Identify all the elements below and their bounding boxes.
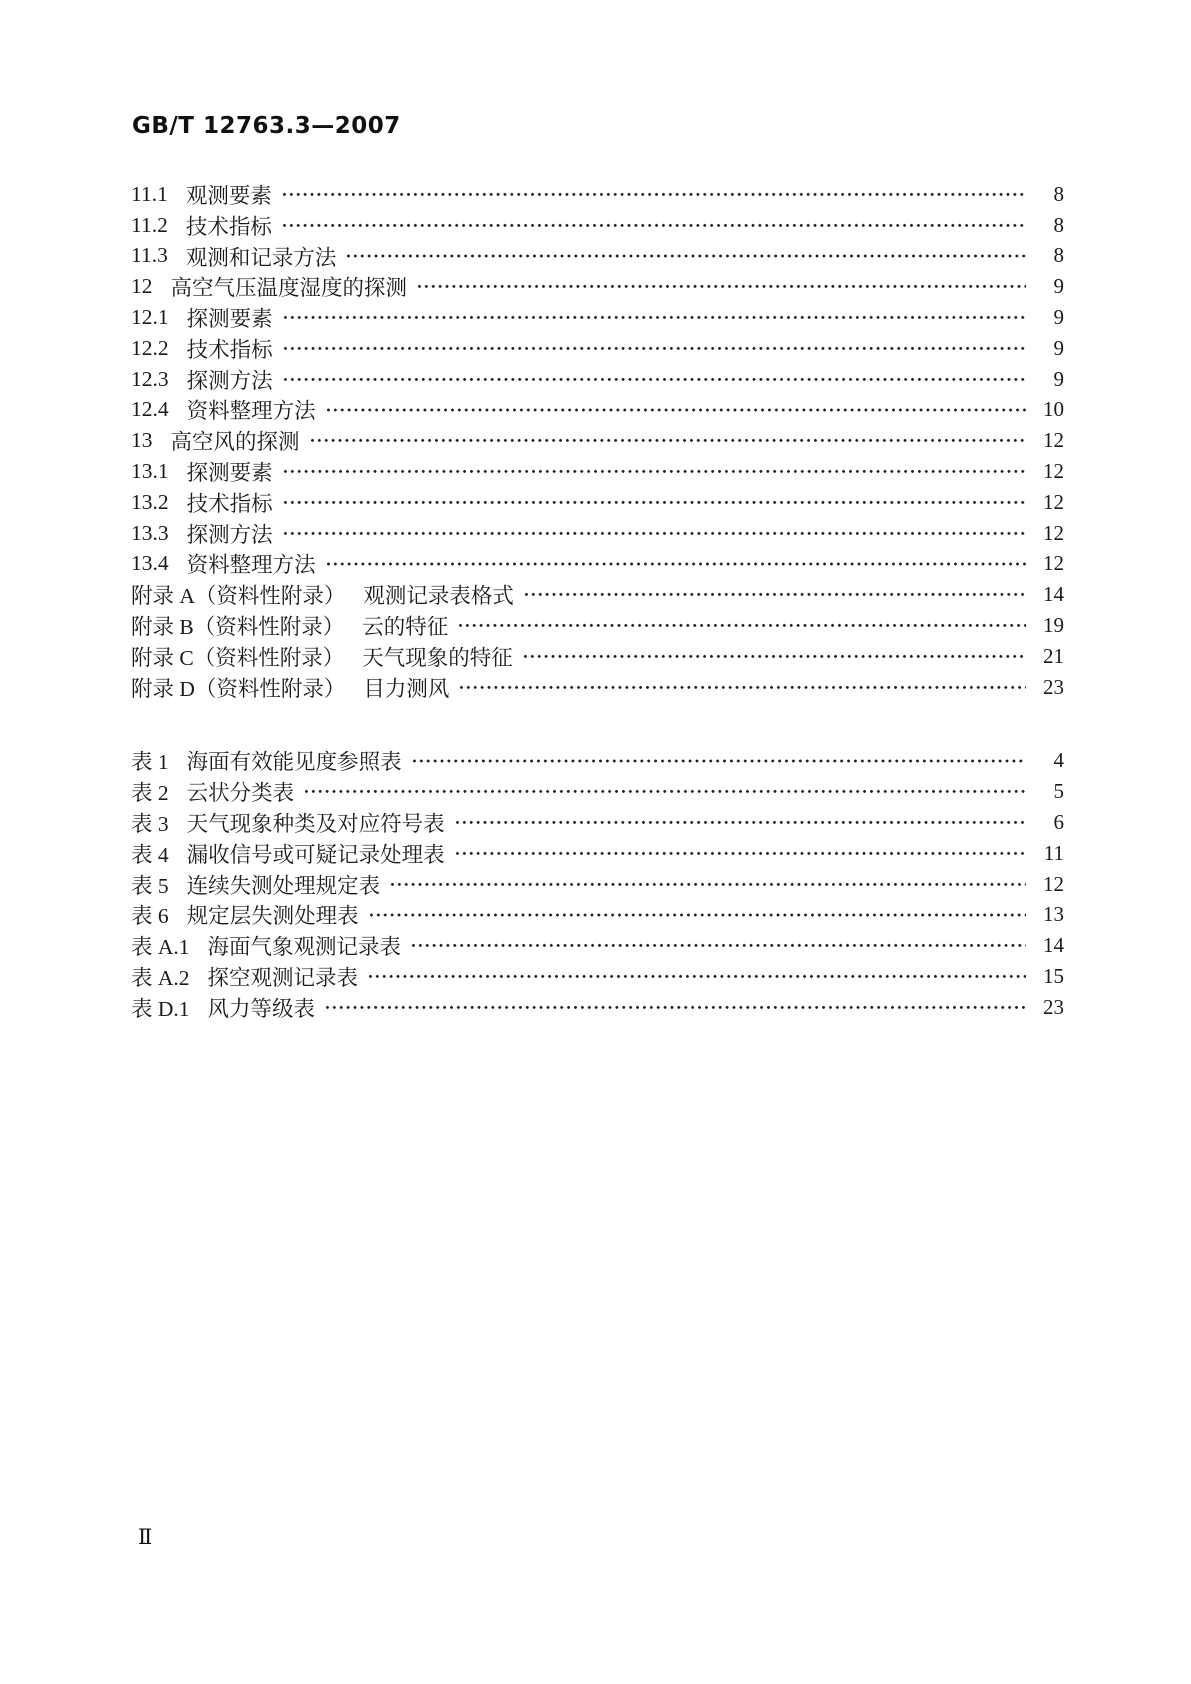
toc-entry [131,579,1064,610]
entry-title: 高空气压温度湿度的探测 [170,276,408,301]
toc-entry [131,210,1064,241]
entry-number: 13.4 [131,551,169,576]
toc-entry [131,549,1064,580]
entry-page-number: 4 [1053,748,1064,773]
dot-leader [389,869,1026,900]
dot-leader [410,930,1026,961]
toc-tables-group [131,746,1064,1023]
entry-number: 12.1 [131,305,169,330]
entry-title: 探空观测记录表 [207,966,359,991]
entry-page-number: 14 [1043,933,1064,958]
entry-number: 表 3 [131,812,169,837]
entry-page-number: 13 [1043,902,1064,927]
entry-page-number: 8 [1053,181,1064,206]
entry-page-number: 23 [1043,994,1064,1019]
entry-number: 表 1 [131,750,169,775]
entry-title: 海面气象观测记录表 [207,935,402,960]
toc-entry [131,610,1064,641]
dot-leader [368,900,1026,931]
entry-number: 附录 A（资料性附录） [131,584,346,609]
entry-number: 13.1 [131,459,169,484]
dot-leader [325,395,1026,426]
toc-appendices-group [131,579,1064,702]
dot-leader [324,992,1026,1023]
dot-leader [281,210,1026,241]
toc-entry [131,930,1064,961]
entry-page-number: 8 [1053,243,1064,268]
toc-entry [131,641,1064,672]
entry-title: 技术指标 [186,491,273,516]
entry-title: 天气现象的特征 [362,645,513,670]
dot-leader [523,579,1026,610]
entry-page-number: 23 [1043,674,1064,699]
group-separator [131,703,1064,746]
entry-number: 12.3 [131,366,169,391]
dot-leader [345,241,1026,272]
dot-leader [454,838,1026,869]
entry-page-number: 6 [1053,810,1064,835]
toc-entry [131,425,1064,456]
entry-number: 12.2 [131,335,169,360]
dot-leader [282,333,1026,364]
toc-entry [131,992,1064,1023]
toc-entry [131,961,1064,992]
dot-leader [325,549,1026,580]
toc-entry [131,333,1064,364]
dot-leader [309,425,1026,456]
entry-title: 规定层失测处理表 [186,904,359,929]
entry-page-number: 14 [1043,582,1064,607]
entry-number: 表 A.2 [131,966,190,991]
entry-page-number: 12 [1043,489,1064,514]
dot-leader [282,364,1026,395]
entry-number: 11.2 [131,212,168,237]
entry-page-number: 9 [1053,274,1064,299]
entry-number: 13.2 [131,489,169,514]
toc-entry [131,869,1064,900]
dot-leader [282,487,1026,518]
toc-entry [131,776,1064,807]
entry-page-number: 10 [1043,397,1064,422]
toc-entry [131,241,1064,272]
entry-page-number: 12 [1043,428,1064,453]
entry-title: 云的特征 [362,615,449,640]
dot-leader [522,641,1026,672]
toc-sections-group [131,179,1064,579]
entry-number: 表 5 [131,873,169,898]
entry-page-number: 15 [1043,964,1064,989]
toc-entry [131,456,1064,487]
entry-number: 11.3 [131,243,168,268]
entry-number: 附录 C（资料性附录） [131,645,345,670]
entry-title: 云状分类表 [186,781,295,806]
entry-title: 资料整理方法 [186,399,316,424]
dot-leader [411,746,1026,777]
entry-page-number: 9 [1053,335,1064,360]
entry-title: 技术指标 [186,337,273,362]
entry-number: 表 D.1 [131,996,190,1021]
entry-title: 风力等级表 [207,996,316,1021]
dot-leader [282,456,1026,487]
toc-entry [131,395,1064,426]
entry-title: 漏收信号或可疑记录处理表 [186,842,445,867]
toc-entry [131,838,1064,869]
toc-entry [131,179,1064,210]
dot-leader [457,610,1026,641]
entry-title: 探测要素 [186,307,273,332]
dot-leader [282,518,1026,549]
entry-page-number: 11 [1043,840,1064,865]
toc-entry [131,364,1064,395]
entry-title: 连续失测处理规定表 [186,873,381,898]
dot-leader [458,672,1026,703]
dot-leader [454,807,1026,838]
entry-title: 目力测风 [363,676,450,701]
toc-entry [131,518,1064,549]
toc-entry [131,900,1064,931]
entry-page-number: 19 [1043,613,1064,638]
page-number-footer: Ⅱ [138,1525,153,1549]
dot-leader [281,179,1026,210]
toc-entry [131,807,1064,838]
entry-page-number: 9 [1053,305,1064,330]
toc-entry [131,487,1064,518]
entry-title: 观测和记录方法 [185,245,337,270]
entry-page-number: 5 [1053,779,1064,804]
entry-number: 13.3 [131,520,169,545]
entry-page-number: 12 [1043,520,1064,545]
entry-page-number: 8 [1053,212,1064,237]
toc-entry [131,672,1064,703]
entry-title: 高空风的探测 [170,430,300,455]
toc-entry [131,302,1064,333]
table-of-contents [131,179,1064,1023]
dot-leader [367,961,1026,992]
entry-number: 11.1 [131,181,168,206]
entry-title: 海面有效能见度参照表 [186,750,402,775]
dot-leader [303,776,1026,807]
entry-number: 表 4 [131,842,169,867]
entry-title: 观测记录表格式 [363,584,514,609]
entry-number: 附录 D（资料性附录） [131,676,346,701]
entry-title: 探测方法 [186,368,273,393]
entry-number: 12 [131,274,153,299]
entry-number: 附录 B（资料性附录） [131,615,345,640]
entry-page-number: 21 [1043,643,1064,668]
entry-number: 12.4 [131,397,169,422]
entry-title: 探测方法 [186,522,273,547]
entry-title: 资料整理方法 [186,553,316,578]
toc-entry [131,746,1064,777]
entry-title: 观测要素 [185,183,272,208]
entry-page-number: 12 [1043,459,1064,484]
dot-leader [282,302,1026,333]
entry-page-number: 9 [1053,366,1064,391]
dot-leader [416,271,1026,302]
entry-number: 表 6 [131,904,169,929]
standard-number-header: GB/T 12763.3—2007 [132,113,401,139]
entry-title: 探测要素 [186,461,273,486]
entry-title: 技术指标 [185,214,272,239]
entry-number: 表 A.1 [131,935,190,960]
entry-page-number: 12 [1043,871,1064,896]
entry-number: 表 2 [131,781,169,806]
entry-number: 13 [131,428,153,453]
toc-entry [131,271,1064,302]
entry-title: 天气现象种类及对应符号表 [186,812,445,837]
entry-page-number: 12 [1043,551,1064,576]
